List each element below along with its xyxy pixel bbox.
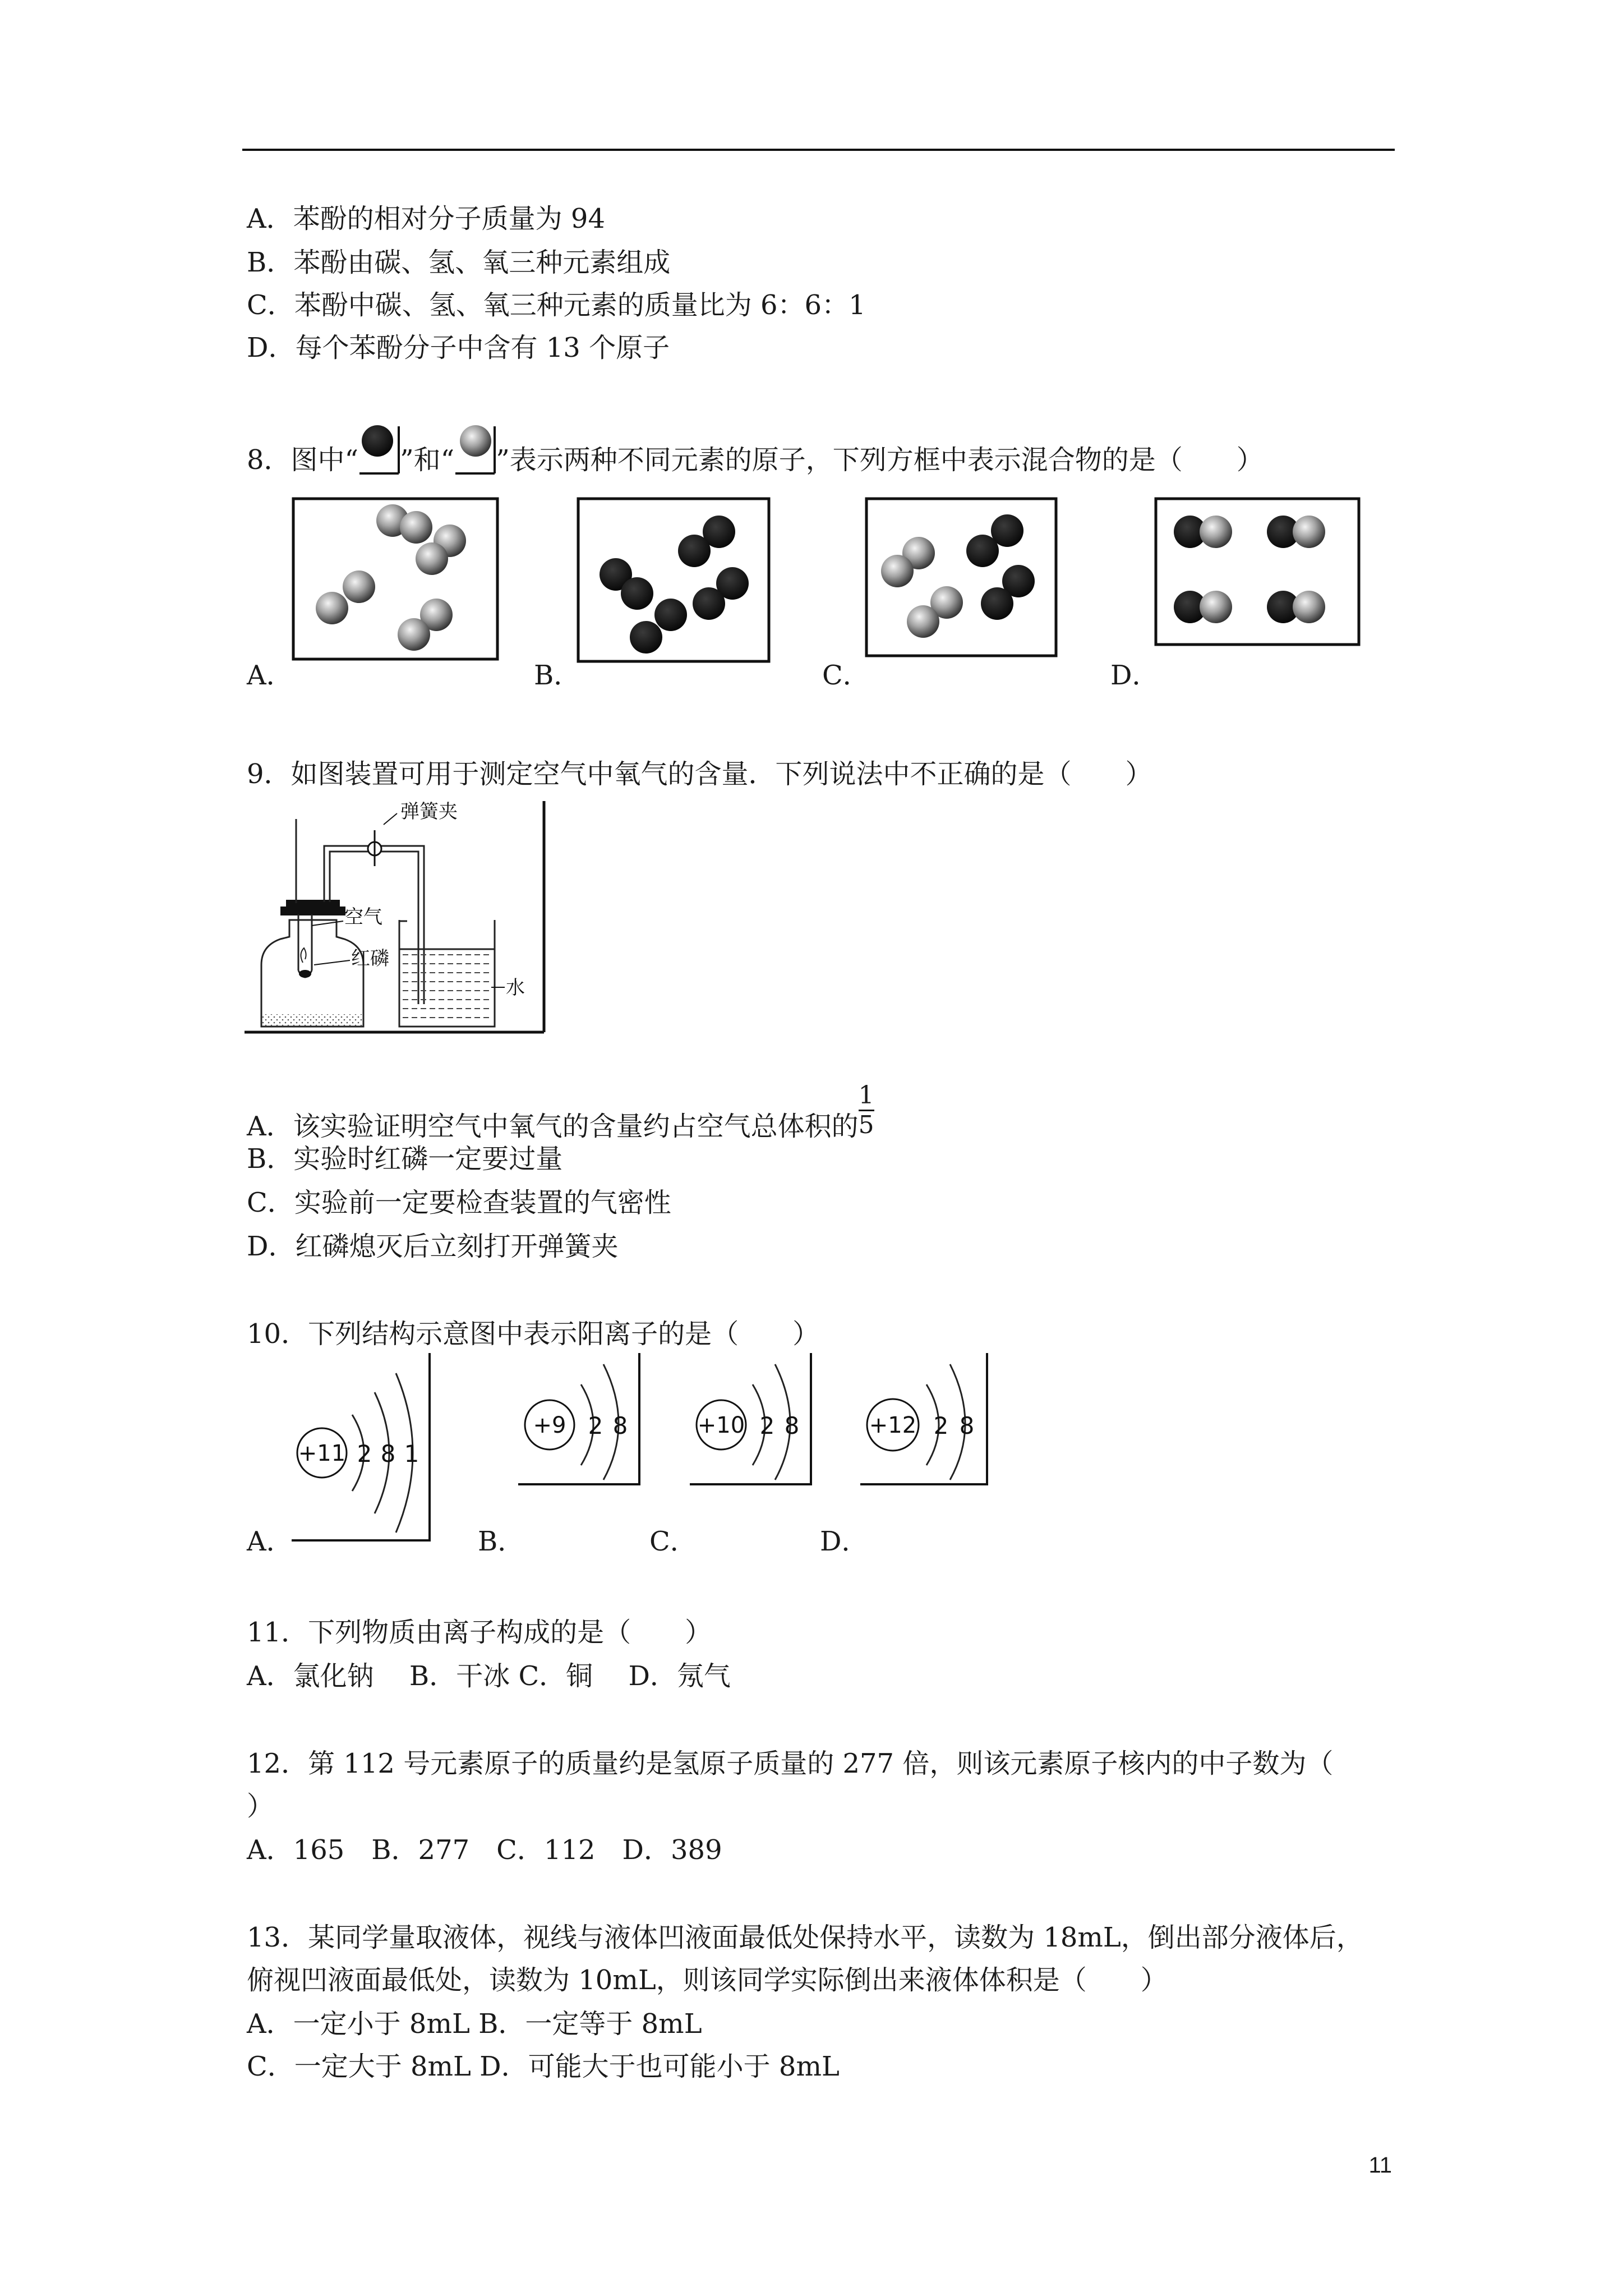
q9-frac-denominator: 5 [858,1111,874,1139]
q8-stem-prefix: 8．图中“ [247,444,359,476]
q9-option-a-text: A．该实验证明空气中氧气的含量约占空气总体积的 [247,1111,859,1142]
q13-stem-line2: 俯视凹液面最低处，读数为 10mL，则该同学实际倒出来液体体积是（ ） [247,1964,1168,1996]
q10-diagram-d [860,1353,989,1488]
q10-b-shell-2: 8 [612,1412,628,1439]
grey-atom-legend-icon [454,444,496,476]
q8-label-d: D． [1110,660,1159,691]
q10-diagram-b [518,1353,642,1488]
q13-options-line1: A．一定小于 8mL B．一定等于 8mL [247,2008,702,2040]
q10-diagram-c [690,1353,813,1488]
q10-a-shell-3: 1 [404,1440,419,1467]
q10-a-shell-1: 2 [357,1440,372,1467]
q9-label-water: 水 [506,977,525,999]
dark-atom-legend-icon [358,444,400,476]
q12-options: A．165 B．277 C．112 D．389 [247,1834,722,1866]
q10-label-c: C． [649,1526,697,1557]
q8-stem-suffix: ”表示两种不同元素的原子，下列方框中表示混合物的是（ ） [496,444,1264,476]
q9-frac-numerator: 1 [858,1081,874,1110]
q7-option-a: A．苯酚的相对分子质量为 94 [247,203,606,234]
q13-stem-line1: 13．某同学量取液体，视线与液体凹液面最低处保持水平，读数为 18mL，倒出部分液体后， [247,1922,1363,1953]
q8-stem [247,444,1264,476]
q10-label-d: D． [820,1526,869,1557]
q10-stem: 10．下列结构示意图中表示阳离子的是（ ） [247,1318,820,1350]
q9-option-c: C．实验前一定要检查装置的气密性 [247,1187,671,1218]
q8-label-a: A． [247,660,293,691]
q10-b-nucleus: +9 [533,1412,566,1438]
q9-label-phosphorus: 红磷 [351,947,389,970]
q9-label-air: 空气 [344,906,382,928]
page-number: 11 [1368,2153,1392,2178]
q10-d-shell-2: 8 [959,1412,975,1439]
q8-label-b: B． [534,660,581,691]
q10-b-shell-1: 2 [588,1412,603,1439]
q10-a-shell-2: 8 [380,1440,396,1467]
q11-stem: 11．下列物质由离子构成的是（ ） [247,1617,712,1648]
q8-box-a [292,497,499,665]
q11-options: A．氯化钠 B．干冰 C．铜 D．氖气 [247,1660,731,1692]
q13-options-line2: C．一定大于 8mL D．可能大于也可能小于 8mL [247,2051,840,2082]
q10-d-shell-1: 2 [933,1412,949,1439]
q9-option-d: D．红磷熄灭后立刻打开弹簧夹 [247,1231,619,1262]
q9-option-b: B．实验时红磷一定要过量 [247,1143,563,1175]
q8-label-c: C． [822,660,870,691]
q10-label-a: A． [247,1526,293,1557]
header-rule [242,149,1395,151]
q10-d-nucleus: +12 [869,1412,917,1438]
q7-option-c: C．苯酚中碳、氢、氧三种元素的质量比为 6：6：1 [247,289,866,321]
q12-stem-line2: ） [247,1791,274,1822]
q9-label-clip: 弹簧夹 [400,800,458,823]
q8-stem-mid: ”和“ [400,444,455,476]
q10-c-shell-1: 2 [759,1412,775,1439]
q10-label-b: B． [478,1526,525,1557]
q8-box-d [1154,497,1362,648]
q10-a-nucleus: +11 [298,1441,346,1466]
q8-box-c [865,497,1061,660]
q9-stem: 9．如图装置可用于测定空气中氧气的含量．下列说法中不正确的是（ ） [247,758,1152,790]
q12-stem-line1: 12．第 112 号元素原子的质量约是氢原子质量的 277 倍，则该元素原子核内的中子数为（ [247,1748,1334,1779]
q10-c-nucleus: +10 [697,1412,745,1438]
q7-option-d: D．每个苯酚分子中含有 13 个原子 [247,332,670,364]
q8-box-b [577,497,773,665]
q10-diagram-a [292,1353,432,1544]
q9-fraction-one-fifth [859,1082,874,1139]
q9-apparatus-figure [245,797,547,1038]
q7-option-b: B．苯酚由碳、氢、氧三种元素组成 [247,247,671,278]
q10-c-shell-2: 8 [784,1412,800,1439]
